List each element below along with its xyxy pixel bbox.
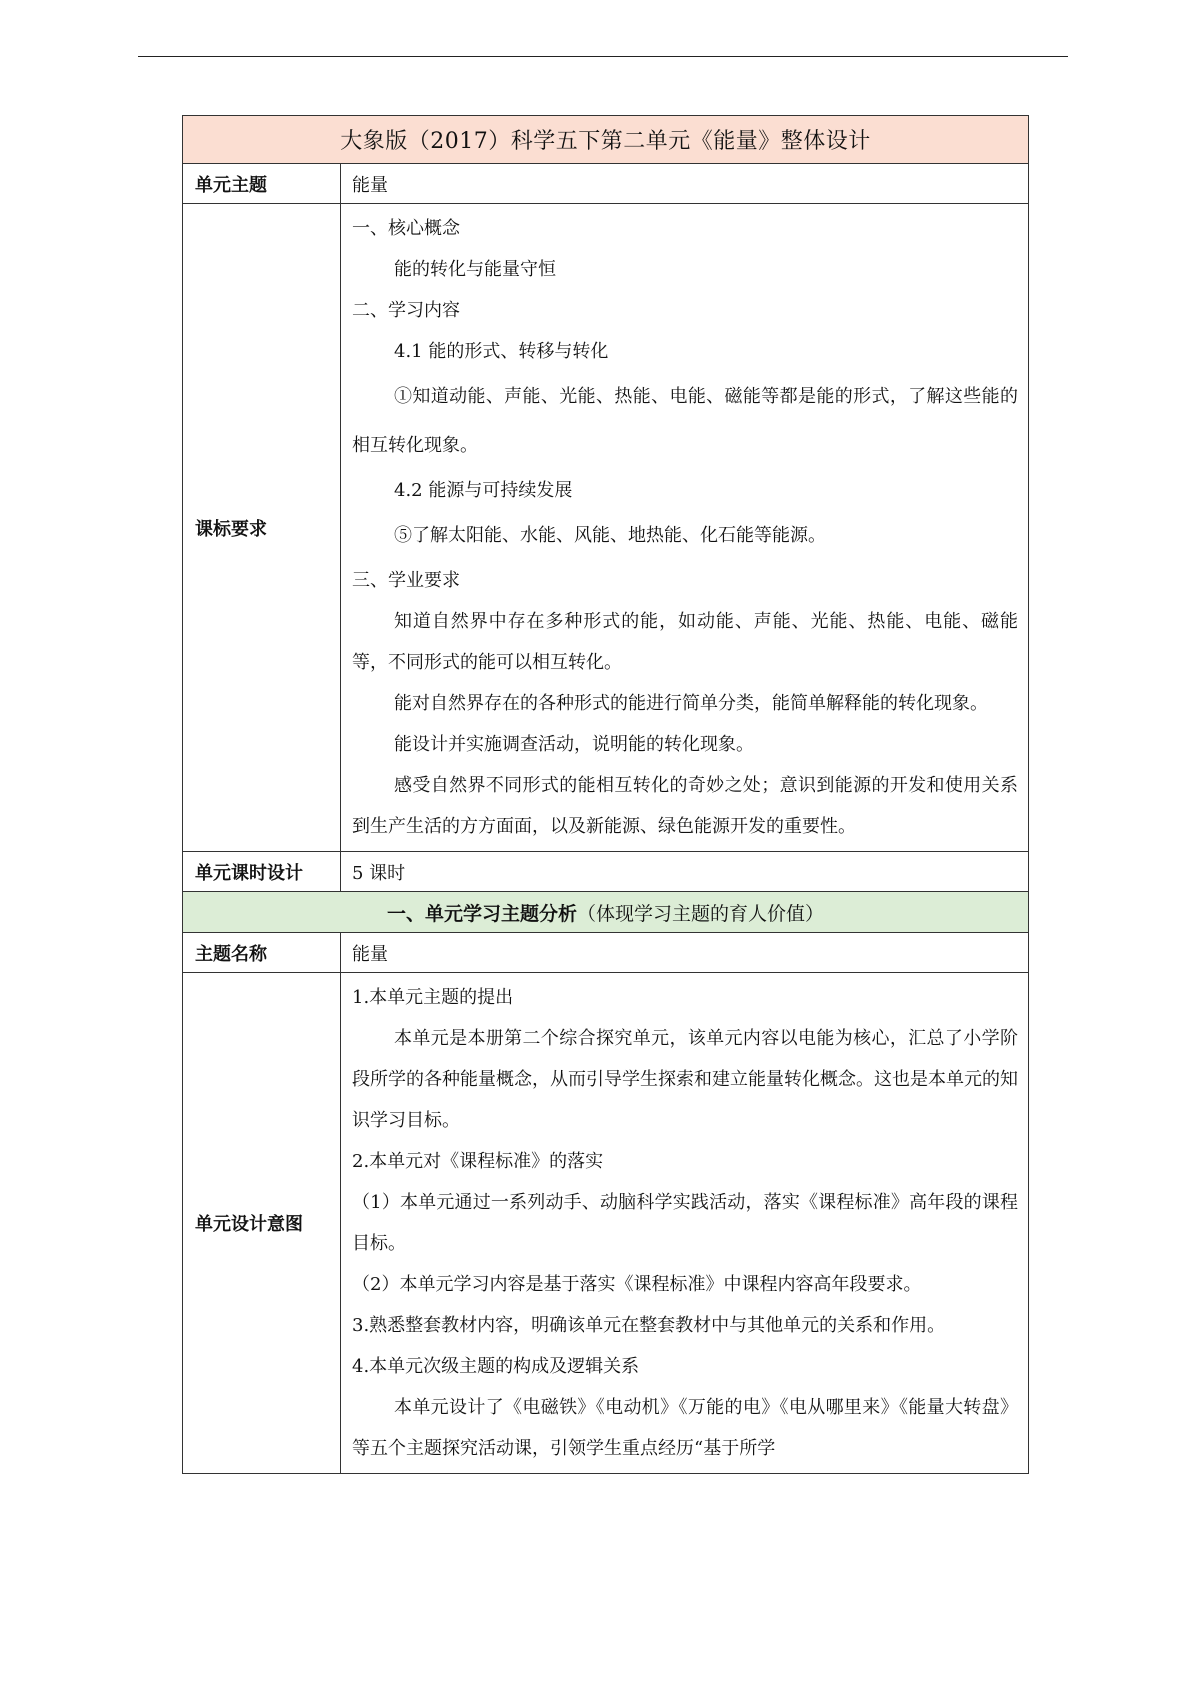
hours-value: 5 课时 bbox=[341, 852, 1029, 892]
section-heading-bold: 一、单元学习主题分析 bbox=[386, 902, 577, 925]
curriculum-para: 能对自然界存在的各种形式的能进行简单分类，能简单解释能的转化现象。 bbox=[394, 693, 988, 714]
intent-para: （1）本单元通过一系列动手、动脑科学实践活动，落实《课程标准》高年段的课程目标。 bbox=[352, 1192, 1018, 1254]
curriculum-label: 课标要求 bbox=[183, 204, 341, 852]
curriculum-para: 能的转化与能量守恒 bbox=[394, 259, 556, 280]
curriculum-heading-3: 三、学业要求 bbox=[352, 570, 460, 591]
curriculum-para: ⑤了解太阳能、水能、风能、地热能、化石能等能源。 bbox=[394, 525, 826, 546]
intent-content bbox=[341, 973, 1029, 1474]
curriculum-para: 4.2 能源与可持续发展 bbox=[394, 480, 573, 501]
intent-subheading: 4.本单元次级主题的构成及逻辑关系 bbox=[352, 1356, 640, 1377]
section-heading bbox=[183, 892, 1029, 933]
unit-design-table bbox=[182, 115, 1029, 1474]
curriculum-content bbox=[341, 204, 1029, 852]
unit-theme-value: 能量 bbox=[341, 164, 1029, 204]
hours-label: 单元课时设计 bbox=[183, 852, 341, 892]
intent-para: （2）本单元学习内容是基于落实《课程标准》中课程内容高年段要求。 bbox=[352, 1274, 922, 1295]
curriculum-para: ①知道动能、声能、光能、热能、电能、磁能等都是能的形式，了解这些能的相互转化现象。 bbox=[352, 386, 1018, 456]
intent-para: 本单元设计了《电磁铁》《电动机》《万能的电》《电从哪里来》《能量大转盘》等五个主题探究活动课，引领学生重点经历“基于所学 bbox=[352, 1397, 1018, 1459]
unit-theme-label: 单元主题 bbox=[183, 164, 341, 204]
curriculum-para: 知道自然界中存在多种形式的能，如动能、声能、光能、热能、电能、磁能等，不同形式的能可以相互转化。 bbox=[352, 611, 1018, 673]
intent-para: 本单元是本册第二个综合探究单元，该单元内容以电能为核心，汇总了小学阶段所学的各种能量概念，从而引导学生探索和建立能量转化概念。这也是本单元的知识学习目标。 bbox=[352, 1028, 1018, 1131]
theme-name-value: 能量 bbox=[341, 933, 1029, 973]
curriculum-para: 4.1 能的形式、转移与转化 bbox=[394, 341, 609, 362]
curriculum-para: 能设计并实施调查活动，说明能的转化现象。 bbox=[394, 734, 754, 755]
intent-subheading: 2.本单元对《课程标准》的落实 bbox=[352, 1151, 604, 1172]
intent-subheading: 3.熟悉整套教材内容，明确该单元在整套教材中与其他单元的关系和作用。 bbox=[352, 1315, 946, 1336]
header-rule bbox=[138, 56, 1068, 57]
intent-subheading: 1.本单元主题的提出 bbox=[352, 987, 514, 1008]
curriculum-heading-2: 二、学习内容 bbox=[352, 300, 460, 321]
table-title: 大象版（2017）科学五下第二单元《能量》整体设计 bbox=[183, 116, 1029, 164]
section-heading-note: （体现学习主题的育人价值） bbox=[577, 902, 825, 925]
curriculum-para: 感受自然界不同形式的能相互转化的奇妙之处；意识到能源的开发和使用关系到生产生活的方方面面，以及新能源、绿色能源开发的重要性。 bbox=[352, 775, 1018, 837]
theme-name-label: 主题名称 bbox=[183, 933, 341, 973]
intent-label: 单元设计意图 bbox=[183, 973, 341, 1474]
curriculum-heading-1: 一、核心概念 bbox=[352, 218, 460, 239]
